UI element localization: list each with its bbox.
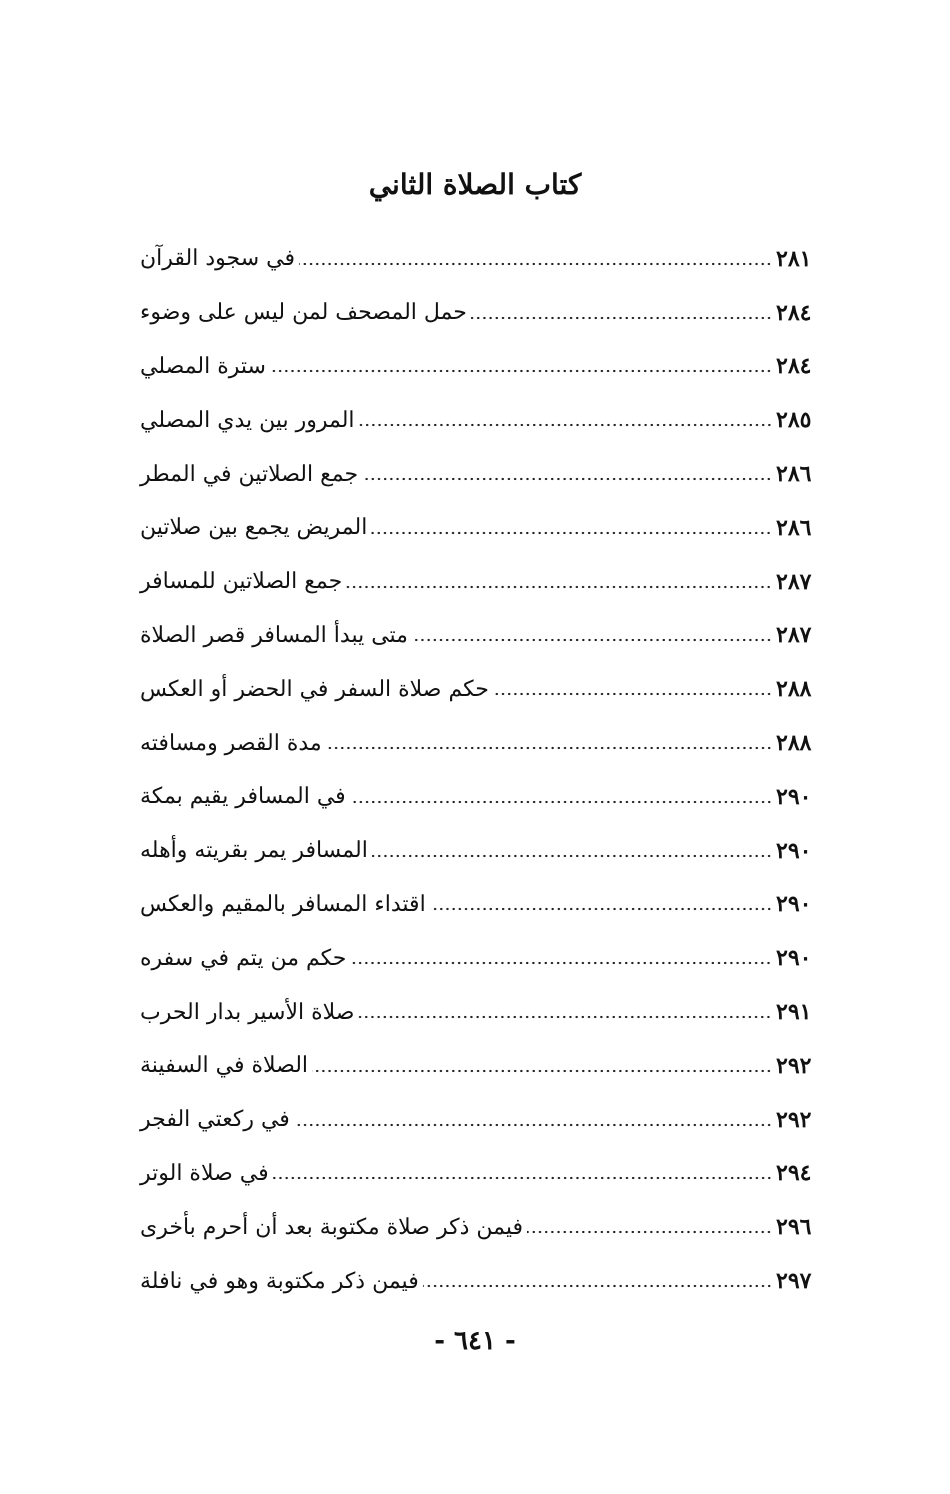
dot-leader bbox=[372, 854, 772, 858]
dot-leader bbox=[270, 369, 772, 373]
dot-leader bbox=[299, 262, 772, 266]
dot-leader bbox=[294, 1123, 772, 1127]
toc-entry-title: المسافر يمر بقريته وأهله bbox=[140, 838, 368, 864]
dot-leader bbox=[493, 692, 772, 696]
dot-leader bbox=[471, 316, 772, 320]
toc-entry bbox=[138, 232, 828, 286]
toc-entry-page: ٢٨٨ bbox=[776, 730, 812, 757]
toc-entry-page: ٢٩٠ bbox=[776, 837, 812, 864]
dot-leader bbox=[527, 1230, 772, 1234]
page-number: - ٦٤١ - bbox=[434, 1326, 516, 1356]
toc-entry bbox=[138, 931, 828, 985]
toc-entry-title: في سجود القرآن bbox=[140, 246, 295, 272]
toc-entry-title: صلاة الأسير بدار الحرب bbox=[140, 999, 355, 1025]
toc-entry bbox=[138, 1254, 828, 1308]
dot-leader bbox=[273, 1176, 772, 1180]
toc-entry-title: في ركعتي الفجر bbox=[140, 1107, 290, 1133]
toc-entry-page: ٢٩٧ bbox=[776, 1268, 812, 1295]
dot-leader bbox=[362, 477, 772, 481]
dot-leader bbox=[350, 800, 772, 804]
toc-entry bbox=[138, 609, 828, 663]
table-of-contents bbox=[138, 232, 828, 1308]
dot-leader bbox=[326, 746, 772, 750]
toc-entry-page: ٢٨٧ bbox=[776, 568, 812, 595]
toc-entry-page: ٢٩٤ bbox=[776, 1160, 812, 1187]
toc-entry bbox=[138, 716, 828, 770]
dot-leader bbox=[359, 423, 772, 427]
toc-entry bbox=[138, 1200, 828, 1254]
toc-entry-page: ٢٨٤ bbox=[776, 299, 812, 326]
toc-entry-title: المريض يجمع بين صلاتين bbox=[140, 515, 368, 541]
dot-leader bbox=[346, 585, 772, 589]
toc-entry bbox=[138, 985, 828, 1039]
toc-entry-title: مدة القصر ومسافته bbox=[140, 730, 322, 756]
dot-leader bbox=[312, 1069, 772, 1073]
dot-leader bbox=[430, 907, 772, 911]
toc-entry-title: جمع الصلاتين للمسافر bbox=[140, 569, 343, 595]
toc-entry bbox=[138, 340, 828, 394]
section-heading: كتاب الصلاة الثاني bbox=[368, 168, 582, 201]
toc-entry bbox=[138, 1039, 828, 1093]
toc-entry-page: ٢٨٧ bbox=[776, 622, 812, 649]
toc-entry bbox=[138, 662, 828, 716]
toc-entry-page: ٢٩٦ bbox=[776, 1214, 812, 1241]
toc-entry-page: ٢٨٦ bbox=[776, 514, 812, 541]
dot-leader bbox=[371, 531, 772, 535]
toc-entry-page: ٢٨١ bbox=[776, 245, 812, 272]
dot-leader bbox=[423, 1284, 772, 1288]
toc-entry-page: ٢٩١ bbox=[776, 999, 812, 1026]
toc-entry bbox=[138, 1147, 828, 1201]
toc-entry-title: في المسافر يقيم بمكة bbox=[140, 784, 346, 810]
toc-entry-title: متى يبدأ المسافر قصر الصلاة bbox=[140, 622, 408, 648]
toc-entry-title: اقتداء المسافر بالمقيم والعكس bbox=[140, 891, 426, 917]
toc-entry-page: ٢٨٨ bbox=[776, 676, 812, 703]
toc-entry bbox=[138, 824, 828, 878]
toc-entry-title: في صلاة الوتر bbox=[140, 1160, 269, 1186]
toc-entry-title: حمل المصحف لمن ليس على وضوء bbox=[140, 300, 467, 326]
dot-leader bbox=[350, 961, 772, 965]
toc-entry bbox=[138, 555, 828, 609]
toc-entry bbox=[138, 878, 828, 932]
toc-entry-page: ٢٨٤ bbox=[776, 353, 812, 380]
toc-entry-title: سترة المصلي bbox=[140, 353, 266, 379]
dot-leader bbox=[412, 638, 772, 642]
toc-entry-title: الصلاة في السفينة bbox=[140, 1053, 309, 1079]
toc-entry bbox=[138, 286, 828, 340]
toc-entry bbox=[138, 393, 828, 447]
toc-entry-title: المرور بين يدي المصلي bbox=[140, 407, 355, 433]
toc-entry-page: ٢٩٢ bbox=[776, 1052, 812, 1079]
toc-entry-page: ٢٨٦ bbox=[776, 461, 812, 488]
toc-entry bbox=[138, 1093, 828, 1147]
toc-entry-page: ٢٨٥ bbox=[776, 407, 812, 434]
toc-entry bbox=[138, 501, 828, 555]
toc-entry bbox=[138, 447, 828, 501]
toc-entry-title: فيمن ذكر مكتوبة وهو في نافلة bbox=[140, 1268, 419, 1294]
toc-entry-page: ٢٩٠ bbox=[776, 891, 812, 918]
toc-entry-title: جمع الصلاتين في المطر bbox=[140, 461, 359, 487]
dot-leader bbox=[358, 1015, 772, 1019]
toc-entry-title: حكم صلاة السفر في الحضر أو العكس bbox=[140, 676, 489, 702]
toc-entry-title: حكم من يتم في سفره bbox=[140, 945, 347, 971]
toc-entry-page: ٢٩٢ bbox=[776, 1106, 812, 1133]
toc-entry-page: ٢٩٠ bbox=[776, 945, 812, 972]
toc-entry-title: فيمن ذكر صلاة مكتوبة بعد أن أحرم بأخرى bbox=[140, 1214, 523, 1240]
toc-entry-page: ٢٩٠ bbox=[776, 783, 812, 810]
toc-entry bbox=[138, 770, 828, 824]
